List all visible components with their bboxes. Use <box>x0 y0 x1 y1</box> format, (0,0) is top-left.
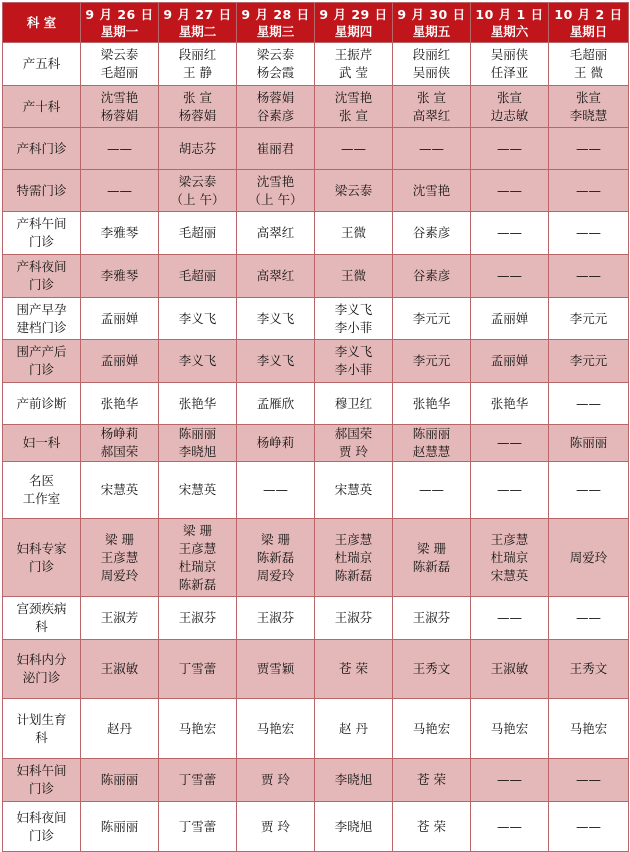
table-row <box>3 597 629 640</box>
day-weekday: 星期五 <box>412 23 451 39</box>
dept-name: 计划生育 科 <box>3 699 81 759</box>
table-cell: 丁雪蕾 <box>159 802 237 852</box>
table-cell: 宋慧英 <box>81 462 159 519</box>
day-date: 9 月 26 日 <box>85 6 154 22</box>
table-cell: —— <box>549 462 629 519</box>
table-cell: 高翠红 <box>237 255 315 298</box>
table-cell: 梁云泰 （上 午） <box>159 170 237 212</box>
table-cell: 赵 丹 <box>315 699 393 759</box>
table-cell: 张艳华 <box>81 383 159 425</box>
table-cell: 王淑芬 <box>159 597 237 640</box>
table-cell: 张 宣 高翠红 <box>393 86 471 128</box>
table-cell: —— <box>81 170 159 212</box>
table-cell: 李元元 <box>549 298 629 340</box>
table-cell: 马艳宏 <box>549 699 629 759</box>
table-cell: —— <box>549 802 629 852</box>
day-weekday: 星期日 <box>569 23 608 39</box>
table-row <box>3 128 629 170</box>
table-cell: 马艳宏 <box>471 699 549 759</box>
table-row <box>3 170 629 212</box>
dept-name: 围产早孕 建档门诊 <box>3 298 81 340</box>
table-row <box>3 212 629 255</box>
table-cell: —— <box>393 128 471 170</box>
table-row <box>3 802 629 852</box>
table-cell: 孟雁欣 <box>237 383 315 425</box>
table-cell: 王微 <box>315 212 393 255</box>
table-cell: 张艳华 <box>393 383 471 425</box>
table-cell: —— <box>471 212 549 255</box>
day-date: 9 月 28 日 <box>241 6 310 22</box>
table-cell: 贾 玲 <box>237 759 315 802</box>
dept-name: 宫颈疾病 科 <box>3 597 81 640</box>
table-cell: 王彦慧 杜瑞京 陈新磊 <box>315 519 393 597</box>
table-cell: 张宣 边志敏 <box>471 86 549 128</box>
day-header <box>393 3 471 43</box>
table-cell: 王秀文 <box>549 640 629 699</box>
table-cell: 王微 <box>315 255 393 298</box>
table-cell: 梁 珊 王彦慧 周爱玲 <box>81 519 159 597</box>
table-cell: —— <box>471 802 549 852</box>
day-date: 10 月 2 日 <box>554 6 623 22</box>
table-cell: —— <box>549 212 629 255</box>
table-cell: 陈丽丽 <box>549 425 629 462</box>
table-cell: 贾 玲 <box>237 802 315 852</box>
day-date: 9 月 30 日 <box>397 6 466 22</box>
day-weekday: 星期四 <box>334 23 373 39</box>
table-cell: 梁云泰 杨会霞 <box>237 43 315 86</box>
table-cell: 李元元 <box>549 340 629 383</box>
table-cell: 沈雪艳 杨蓉娟 <box>81 86 159 128</box>
table-cell: 沈雪艳 （上 午） <box>237 170 315 212</box>
table-cell: 陈丽丽 <box>81 759 159 802</box>
header-row <box>3 3 629 43</box>
table-row <box>3 255 629 298</box>
dept-name: 产五科 <box>3 43 81 86</box>
table-cell: —— <box>549 255 629 298</box>
table-cell: 谷素彦 <box>393 212 471 255</box>
table-cell: 李义飞 <box>237 298 315 340</box>
table-cell: 杨蓉娟 谷素彦 <box>237 86 315 128</box>
duty-schedule-table <box>2 2 629 852</box>
day-header <box>81 3 159 43</box>
table-cell: 梁 珊 陈新磊 周爱玲 <box>237 519 315 597</box>
table-cell: 陈丽丽 李晓旭 <box>159 425 237 462</box>
table-cell: 王淑芳 <box>81 597 159 640</box>
table-cell: —— <box>471 170 549 212</box>
table-cell: 段丽红 吴丽侠 <box>393 43 471 86</box>
table-cell: 段丽红 王 静 <box>159 43 237 86</box>
table-row <box>3 519 629 597</box>
table-cell: 王淑芬 <box>237 597 315 640</box>
table-cell: 王淑敏 <box>81 640 159 699</box>
table-cell: —— <box>471 759 549 802</box>
table-cell: —— <box>549 170 629 212</box>
table-cell: 马艳宏 <box>159 699 237 759</box>
table-cell: 李义飞 <box>159 298 237 340</box>
day-header <box>159 3 237 43</box>
table-cell: 苍 荣 <box>315 640 393 699</box>
dept-name: 围产产后 门诊 <box>3 340 81 383</box>
table-cell: 李晓旭 <box>315 759 393 802</box>
day-date: 10 月 1 日 <box>475 6 544 22</box>
day-weekday: 星期三 <box>256 23 295 39</box>
table-cell: —— <box>549 383 629 425</box>
table-row <box>3 86 629 128</box>
table-cell: —— <box>393 462 471 519</box>
table-cell: 马艳宏 <box>393 699 471 759</box>
table-cell: 赵丹 <box>81 699 159 759</box>
table-cell: 孟丽婵 <box>471 298 549 340</box>
table-cell: 孟丽婵 <box>471 340 549 383</box>
table-cell: 王彦慧 杜瑞京 宋慧英 <box>471 519 549 597</box>
table-cell: 吴丽侠 任泽亚 <box>471 43 549 86</box>
table-cell: —— <box>471 255 549 298</box>
table-cell: 李晓旭 <box>315 802 393 852</box>
table-cell: 张 宣 杨蓉娟 <box>159 86 237 128</box>
day-header <box>237 3 315 43</box>
table-cell: 马艳宏 <box>237 699 315 759</box>
table-cell: 陈丽丽 <box>81 802 159 852</box>
dept-name: 产科门诊 <box>3 128 81 170</box>
table-cell: 王振芹 武 莹 <box>315 43 393 86</box>
table-cell: 高翠红 <box>237 212 315 255</box>
table-cell: 梁 珊 陈新磊 <box>393 519 471 597</box>
table-cell: 张艳华 <box>471 383 549 425</box>
day-weekday: 星期六 <box>490 23 529 39</box>
dept-name: 名医 工作室 <box>3 462 81 519</box>
table-cell: 崔丽君 <box>237 128 315 170</box>
table-row <box>3 640 629 699</box>
table-cell: 梁云泰 <box>315 170 393 212</box>
dept-name: 产科午间 门诊 <box>3 212 81 255</box>
dept-name: 妇科夜间 门诊 <box>3 802 81 852</box>
table-cell: 苍 荣 <box>393 759 471 802</box>
table-cell: —— <box>315 128 393 170</box>
table-cell: 李义飞 李小菲 <box>315 340 393 383</box>
table-cell: 毛超丽 王 微 <box>549 43 629 86</box>
table-cell: 李雅琴 <box>81 255 159 298</box>
schedule-wrapper <box>2 2 628 841</box>
table-cell: 谷素彦 <box>393 255 471 298</box>
dept-name: 产前诊断 <box>3 383 81 425</box>
dept-name: 妇科午间 门诊 <box>3 759 81 802</box>
table-cell: 宋慧英 <box>315 462 393 519</box>
table-cell: 丁雪蕾 <box>159 640 237 699</box>
table-cell: 贾雪颖 <box>237 640 315 699</box>
dept-name: 妇科专家 门诊 <box>3 519 81 597</box>
dept-name: 产十科 <box>3 86 81 128</box>
table-cell: —— <box>549 597 629 640</box>
table-cell: —— <box>549 128 629 170</box>
day-date: 9 月 29 日 <box>319 6 388 22</box>
table-cell: —— <box>471 462 549 519</box>
table-cell: —— <box>81 128 159 170</box>
table-row <box>3 43 629 86</box>
table-cell: 毛超丽 <box>159 255 237 298</box>
table-cell: 李义飞 <box>159 340 237 383</box>
table-row <box>3 425 629 462</box>
table-cell: 宋慧英 <box>159 462 237 519</box>
table-cell: 王淑敏 <box>471 640 549 699</box>
day-weekday: 星期二 <box>178 23 217 39</box>
table-cell: 王淑芬 <box>315 597 393 640</box>
day-date: 9 月 27 日 <box>163 6 232 22</box>
table-row <box>3 759 629 802</box>
table-cell: 李元元 <box>393 298 471 340</box>
day-header <box>549 3 629 43</box>
table-cell: 毛超丽 <box>159 212 237 255</box>
table-cell: 王淑芬 <box>393 597 471 640</box>
dept-name: 妇一科 <box>3 425 81 462</box>
table-row <box>3 383 629 425</box>
table-row <box>3 298 629 340</box>
table-cell: 李义飞 李小菲 <box>315 298 393 340</box>
table-cell: 郝国荣 贾 玲 <box>315 425 393 462</box>
table-cell: 杨峥莉 郝国荣 <box>81 425 159 462</box>
table-cell: —— <box>471 128 549 170</box>
table-cell: 丁雪蕾 <box>159 759 237 802</box>
table-cell: 李元元 <box>393 340 471 383</box>
table-cell: 张艳华 <box>159 383 237 425</box>
table-cell: 沈雪艳 张 宣 <box>315 86 393 128</box>
dept-name: 特需门诊 <box>3 170 81 212</box>
table-cell: 沈雪艳 <box>393 170 471 212</box>
day-weekday: 星期一 <box>100 23 139 39</box>
table-cell: 李义飞 <box>237 340 315 383</box>
day-header <box>471 3 549 43</box>
table-cell: 周爱玲 <box>549 519 629 597</box>
table-cell: 梁 珊 王彦慧 杜瑞京 陈新磊 <box>159 519 237 597</box>
dept-name: 产科夜间 门诊 <box>3 255 81 298</box>
table-cell: 孟丽婵 <box>81 340 159 383</box>
table-cell: —— <box>471 425 549 462</box>
day-header <box>315 3 393 43</box>
table-cell: 杨峥莉 <box>237 425 315 462</box>
table-cell: 陈丽丽 赵慧慧 <box>393 425 471 462</box>
table-row <box>3 699 629 759</box>
table-cell: —— <box>237 462 315 519</box>
table-cell: 王秀文 <box>393 640 471 699</box>
dept-header: 科 室 <box>3 3 81 43</box>
table-cell: 李雅琴 <box>81 212 159 255</box>
table-cell: 穆卫红 <box>315 383 393 425</box>
table-row <box>3 340 629 383</box>
table-cell: —— <box>471 597 549 640</box>
dept-name: 妇科内分 泌门诊 <box>3 640 81 699</box>
table-row <box>3 462 629 519</box>
table-cell: 张宣 李晓慧 <box>549 86 629 128</box>
table-cell: 孟丽婵 <box>81 298 159 340</box>
table-cell: 胡志芬 <box>159 128 237 170</box>
table-cell: —— <box>549 759 629 802</box>
table-cell: 苍 荣 <box>393 802 471 852</box>
table-cell: 梁云泰 毛超丽 <box>81 43 159 86</box>
